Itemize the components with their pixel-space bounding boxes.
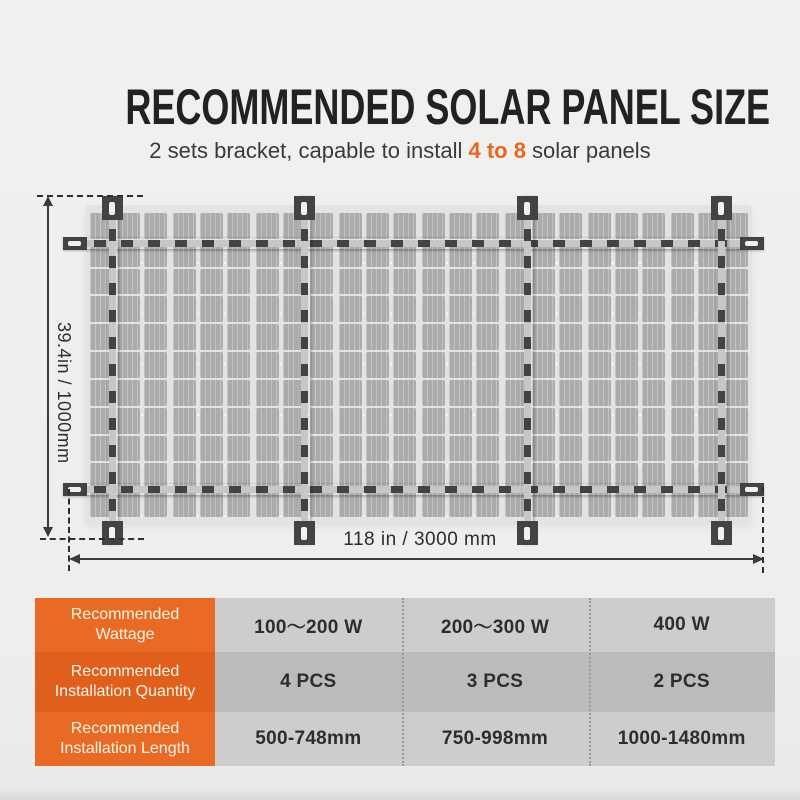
solar-cell: [422, 324, 445, 350]
solar-panel: [588, 213, 665, 517]
solar-cell: [615, 296, 638, 322]
table-column-divider: [402, 598, 404, 766]
solar-cell: [393, 213, 416, 239]
solar-cell: [642, 408, 665, 434]
solar-cell: [310, 436, 333, 462]
mounting-rail-vertical-3: [521, 196, 534, 545]
solar-panel: [505, 213, 582, 517]
solar-cell: [339, 213, 362, 239]
mounting-rail-horizontal-top: [63, 237, 764, 250]
solar-panel: [256, 213, 333, 517]
solar-cell: [310, 380, 333, 406]
subtitle-prefix: 2 sets bracket, capable to install: [149, 138, 469, 163]
solar-cell: [227, 324, 250, 350]
solar-cell: [173, 296, 196, 322]
solar-cell: [476, 213, 499, 239]
solar-cell: [366, 296, 389, 322]
solar-cell: [588, 408, 611, 434]
rail-end-cap: [63, 237, 87, 250]
solar-cell: [559, 213, 582, 239]
solar-cell: [725, 324, 748, 350]
solar-cell: [117, 408, 140, 434]
solar-cell: [559, 408, 582, 434]
solar-cell: [310, 296, 333, 322]
solar-cell: [671, 296, 694, 322]
solar-cell: [532, 408, 555, 434]
solar-cell: [117, 436, 140, 462]
solar-cell: [422, 269, 445, 295]
solar-cell: [117, 296, 140, 322]
solar-cell: [339, 436, 362, 462]
solar-cell: [671, 352, 694, 378]
rail-end-cap: [711, 521, 732, 545]
solar-cell: [366, 269, 389, 295]
solar-cell: [393, 352, 416, 378]
solar-cell: [422, 436, 445, 462]
solar-cell: [173, 352, 196, 378]
solar-cell: [559, 324, 582, 350]
solar-cell: [393, 296, 416, 322]
solar-cell: [476, 380, 499, 406]
solar-cell: [200, 352, 223, 378]
solar-cell: [671, 269, 694, 295]
solar-cell: [449, 352, 472, 378]
solar-cell: [671, 324, 694, 350]
solar-cell: [532, 352, 555, 378]
solar-panel: [173, 213, 250, 517]
solar-cell: [393, 408, 416, 434]
arrowhead-down-icon: [43, 527, 53, 537]
solar-cell: [393, 436, 416, 462]
table-cell: 500-748mm: [215, 712, 402, 766]
solar-cell: [117, 380, 140, 406]
table-row-label: Recommended Installation Quantity: [35, 652, 215, 712]
solar-cell: [200, 324, 223, 350]
mounting-rail-vertical-1: [106, 196, 119, 545]
bottom-shadow: [0, 786, 800, 800]
solar-cell: [144, 352, 167, 378]
solar-cell: [200, 408, 223, 434]
solar-cell: [532, 269, 555, 295]
solar-cell: [642, 380, 665, 406]
solar-cell: [144, 324, 167, 350]
solar-cell: [173, 324, 196, 350]
solar-cell: [725, 380, 748, 406]
solar-cell: [200, 213, 223, 239]
solar-cell: [256, 324, 279, 350]
solar-cell: [642, 269, 665, 295]
subtitle-suffix: solar panels: [525, 138, 651, 163]
solar-cell: [588, 380, 611, 406]
solar-cell: [588, 324, 611, 350]
table-cell: 750-998mm: [402, 712, 589, 766]
solar-cell: [559, 380, 582, 406]
solar-cell: [642, 296, 665, 322]
solar-cell: [422, 296, 445, 322]
solar-cell: [144, 408, 167, 434]
solar-cell: [227, 436, 250, 462]
rail-end-cap: [294, 196, 315, 220]
solar-cell: [144, 296, 167, 322]
solar-cell: [615, 380, 638, 406]
solar-panel: [671, 213, 748, 517]
solar-cell: [310, 352, 333, 378]
solar-cell: [449, 269, 472, 295]
solar-cell: [476, 408, 499, 434]
solar-cell: [615, 213, 638, 239]
subtitle-highlight: 4 to 8: [468, 138, 526, 163]
solar-cell: [476, 352, 499, 378]
table-cell: 200～300 W: [402, 598, 589, 652]
solar-cell: [532, 324, 555, 350]
solar-panel: [90, 213, 167, 517]
rail-end-cap: [711, 196, 732, 220]
solar-cell: [339, 269, 362, 295]
solar-cell: [615, 324, 638, 350]
solar-cell: [476, 436, 499, 462]
solar-cell: [366, 408, 389, 434]
solar-cell: [200, 269, 223, 295]
solar-cell: [615, 352, 638, 378]
solar-cell: [671, 380, 694, 406]
solar-cell: [615, 408, 638, 434]
solar-cell: [532, 436, 555, 462]
table-cell: 100～200 W: [215, 598, 402, 652]
solar-cell: [449, 408, 472, 434]
solar-cell: [449, 296, 472, 322]
solar-cell: [671, 213, 694, 239]
solar-cell: [642, 324, 665, 350]
solar-panel: [339, 213, 416, 517]
solar-cell: [725, 408, 748, 434]
height-dimension-line: [47, 199, 49, 533]
rail-end-cap: [740, 237, 764, 250]
table-cell: 3 PCS: [402, 652, 589, 712]
extension-line-bottom-left: [40, 538, 144, 540]
solar-cell: [339, 352, 362, 378]
solar-cell: [256, 269, 279, 295]
solar-cell: [310, 324, 333, 350]
solar-cell: [449, 213, 472, 239]
table-cell: 4 PCS: [215, 652, 402, 712]
solar-cell: [642, 436, 665, 462]
arrowhead-up-icon: [43, 196, 53, 206]
solar-cell: [725, 352, 748, 378]
solar-cell: [642, 213, 665, 239]
solar-cell: [200, 436, 223, 462]
solar-cell: [256, 380, 279, 406]
solar-cell: [588, 213, 611, 239]
solar-cell: [615, 269, 638, 295]
solar-cell: [449, 436, 472, 462]
solar-cell: [476, 269, 499, 295]
solar-cell: [615, 436, 638, 462]
solar-cell: [144, 436, 167, 462]
solar-cell: [532, 380, 555, 406]
solar-cell: [671, 436, 694, 462]
width-dimension-label: 118 in / 3000 mm: [343, 529, 497, 550]
solar-cell: [339, 380, 362, 406]
solar-cell: [339, 408, 362, 434]
table-cell: 400 W: [588, 598, 775, 652]
solar-cell: [256, 436, 279, 462]
solar-panel-array: [90, 213, 748, 517]
solar-cell: [173, 213, 196, 239]
solar-cell: [642, 352, 665, 378]
solar-cell: [725, 436, 748, 462]
solar-cell: [227, 380, 250, 406]
mounting-rail-vertical-2: [298, 196, 311, 545]
table-row-label: Recommended Wattage: [35, 598, 215, 652]
solar-cell: [173, 269, 196, 295]
solar-cell: [227, 269, 250, 295]
arrowhead-left-icon: [69, 554, 80, 564]
rail-end-cap: [102, 521, 123, 545]
solar-cell: [422, 352, 445, 378]
solar-cell: [366, 324, 389, 350]
table-row-label: Recommended Installation Length: [35, 712, 215, 766]
solar-cell: [559, 436, 582, 462]
arrowhead-right-icon: [753, 554, 764, 564]
solar-cell: [144, 213, 167, 239]
table-cell: 2 PCS: [588, 652, 775, 712]
solar-cell: [725, 269, 748, 295]
solar-panel: [422, 213, 499, 517]
mounting-rail-vertical-4: [715, 196, 728, 545]
solar-cell: [227, 352, 250, 378]
solar-cell: [227, 408, 250, 434]
solar-cell: [366, 213, 389, 239]
solar-cell: [559, 352, 582, 378]
solar-cell: [366, 436, 389, 462]
solar-cell: [393, 269, 416, 295]
solar-cell: [559, 269, 582, 295]
page-title: RECOMMENDED SOLAR PANEL SIZE: [125, 79, 771, 135]
solar-cell: [449, 324, 472, 350]
solar-cell: [310, 269, 333, 295]
solar-cell: [671, 408, 694, 434]
mounting-rail-horizontal-bottom: [63, 483, 764, 496]
solar-cell: [366, 380, 389, 406]
solar-cell: [449, 380, 472, 406]
solar-cell: [476, 324, 499, 350]
solar-cell: [393, 380, 416, 406]
solar-cell: [588, 436, 611, 462]
solar-cell: [200, 380, 223, 406]
rail-end-cap: [740, 483, 764, 496]
height-dimension-label: 39.4in / 1000mm: [54, 322, 74, 464]
solar-cell: [393, 324, 416, 350]
solar-cell: [559, 296, 582, 322]
solar-cell: [117, 269, 140, 295]
solar-cell: [227, 296, 250, 322]
solar-cell: [366, 352, 389, 378]
solar-cell: [256, 352, 279, 378]
solar-cell: [725, 296, 748, 322]
width-dimension-line: [72, 558, 761, 560]
solar-cell: [256, 213, 279, 239]
solar-cell: [117, 352, 140, 378]
solar-cell: [256, 408, 279, 434]
solar-cell: [144, 380, 167, 406]
solar-cell: [588, 296, 611, 322]
solar-cell: [173, 436, 196, 462]
solar-cell: [200, 296, 223, 322]
spec-table: [35, 598, 775, 766]
solar-cell: [256, 296, 279, 322]
rail-end-cap: [102, 196, 123, 220]
solar-cell: [339, 324, 362, 350]
rail-end-cap: [517, 196, 538, 220]
solar-cell: [173, 408, 196, 434]
solar-cell: [117, 324, 140, 350]
solar-cell: [532, 296, 555, 322]
solar-cell: [588, 269, 611, 295]
solar-cell: [588, 352, 611, 378]
solar-cell: [310, 408, 333, 434]
solar-cell: [476, 296, 499, 322]
solar-cell: [422, 213, 445, 239]
solar-cell: [339, 296, 362, 322]
table-cell: 1000-1480mm: [588, 712, 775, 766]
solar-cell: [173, 380, 196, 406]
solar-cell: [144, 269, 167, 295]
solar-cell: [422, 380, 445, 406]
solar-cell: [227, 213, 250, 239]
table-column-divider: [589, 598, 591, 766]
solar-cell: [422, 408, 445, 434]
